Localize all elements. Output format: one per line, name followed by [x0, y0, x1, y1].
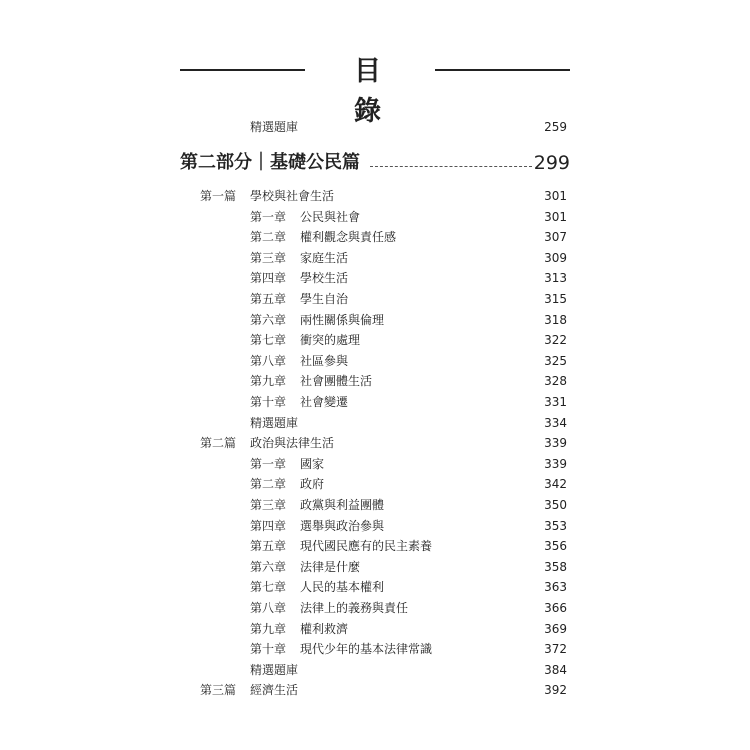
entry-page: 353 — [544, 518, 567, 533]
entry-page: 339 — [544, 436, 567, 451]
entry-label: 兩性關係與倫理 — [300, 312, 385, 327]
entry-page: 334 — [544, 415, 567, 430]
header-rule-left — [180, 69, 305, 71]
chapter-number: 第九章 — [250, 374, 287, 389]
chapter-number: 第八章 — [250, 353, 287, 368]
toc-entry — [0, 495, 750, 515]
entry-page: 392 — [544, 683, 567, 698]
toc-entry — [0, 557, 750, 577]
entry-label: 政治與法律生活 — [250, 436, 335, 451]
entry-page: 366 — [544, 601, 567, 615]
toc-entry-top — [0, 117, 750, 137]
entry-page: 369 — [544, 621, 567, 636]
part-number: 第三篇 — [200, 683, 237, 698]
chapter-number: 第十章 — [250, 395, 287, 409]
chapter-number: 第十章 — [250, 642, 287, 657]
entry-page: 315 — [544, 292, 567, 306]
toc-entry — [0, 598, 750, 618]
part-number: 第二篇 — [200, 436, 237, 451]
header-rule-right — [435, 69, 570, 71]
toc-entry — [0, 413, 750, 433]
chapter-number: 第一章 — [250, 456, 287, 471]
chapter-number: 第七章 — [250, 333, 287, 348]
entry-label: 現代少年的基本法律常識 — [300, 642, 433, 657]
toc-entry — [0, 289, 750, 309]
entry-label: 社會變遷 — [300, 395, 349, 409]
dot-leader — [370, 166, 532, 167]
chapter-number: 第三章 — [250, 250, 287, 265]
entry-label: 學校與社會生活 — [250, 189, 335, 203]
toc-entry — [0, 577, 750, 597]
entry-page: 322 — [544, 333, 567, 348]
entry-page: 356 — [544, 539, 567, 554]
entry-page: 325 — [544, 353, 567, 368]
entry-label: 現代國民應有的民主素養 — [300, 539, 433, 554]
entry-page: 342 — [544, 477, 567, 492]
entry-page: 350 — [544, 498, 567, 512]
entry-label: 政黨與利益團體 — [300, 498, 385, 512]
chapter-number: 第六章 — [250, 559, 287, 574]
toc-entry — [0, 268, 750, 288]
entry-label: 精選題庫 — [250, 662, 299, 677]
chapter-number: 第五章 — [250, 539, 287, 554]
toc-entry — [0, 392, 750, 412]
entry-label: 精選題庫 — [250, 120, 299, 134]
entry-page: 301 — [544, 209, 567, 224]
entry-label: 法律是什麼 — [300, 559, 361, 574]
chapter-number: 第二章 — [250, 230, 287, 245]
entry-page: 384 — [544, 662, 567, 677]
chapter-number: 第五章 — [250, 292, 287, 306]
section-title: 第二部分｜基礎公民篇 — [180, 152, 360, 173]
toc-entry — [0, 536, 750, 556]
toc-entry — [0, 207, 750, 227]
toc-entry — [0, 310, 750, 330]
toc-entry — [0, 474, 750, 494]
toc-entry — [0, 660, 750, 680]
entry-label: 公民與社會 — [300, 209, 361, 224]
entry-label: 政府 — [300, 477, 325, 492]
entry-page: 301 — [544, 189, 567, 203]
toc-entry — [0, 330, 750, 350]
entry-label: 選舉與政治參與 — [300, 518, 385, 533]
entry-label: 經濟生活 — [250, 683, 299, 698]
chapter-number: 第八章 — [250, 601, 287, 615]
section-page: 299 — [533, 152, 570, 174]
entry-label: 權利觀念與責任感 — [300, 230, 397, 245]
chapter-number: 第二章 — [250, 477, 287, 492]
entry-page: 331 — [544, 395, 567, 409]
toc-entry — [0, 639, 750, 659]
toc-entry — [0, 433, 750, 453]
entry-label: 法律上的義務與責任 — [300, 601, 409, 615]
entry-page: 309 — [544, 250, 567, 265]
chapter-number: 第四章 — [250, 271, 287, 286]
entry-label: 家庭生活 — [300, 250, 349, 265]
entry-label: 精選題庫 — [250, 415, 299, 430]
entry-page: 363 — [544, 580, 567, 595]
entry-page: 318 — [544, 312, 567, 327]
entry-page: 339 — [544, 456, 567, 471]
toc-entry — [0, 516, 750, 536]
entry-label: 社區參與 — [300, 353, 349, 368]
toc-entry — [0, 248, 750, 268]
entry-label: 人民的基本權利 — [300, 580, 385, 595]
toc-entry — [0, 371, 750, 391]
chapter-number: 第九章 — [250, 621, 287, 636]
entry-page: 328 — [544, 374, 567, 389]
chapter-number: 第一章 — [250, 209, 287, 224]
toc-entry — [0, 680, 750, 700]
entry-label: 學生自治 — [300, 292, 349, 306]
chapter-number: 第三章 — [250, 498, 287, 512]
entry-label: 社會團體生活 — [300, 374, 373, 389]
toc-entry — [0, 351, 750, 371]
entry-page: 307 — [544, 230, 567, 245]
entry-page: 372 — [544, 642, 567, 657]
chapter-number: 第七章 — [250, 580, 287, 595]
toc-entry — [0, 186, 750, 206]
entry-label: 國家 — [300, 456, 325, 471]
toc-entry — [0, 227, 750, 247]
entry-page: 358 — [544, 559, 567, 574]
toc-entry — [0, 454, 750, 474]
entry-page: 259 — [544, 120, 567, 134]
chapter-number: 第六章 — [250, 312, 287, 327]
page-title: 目 錄 — [354, 56, 399, 127]
entry-label: 衝突的處理 — [300, 333, 361, 348]
toc-entry — [0, 619, 750, 639]
chapter-number: 第四章 — [250, 518, 287, 533]
entry-page: 313 — [544, 271, 567, 286]
entry-label: 權利救濟 — [300, 621, 349, 636]
section-heading — [180, 150, 570, 176]
part-number: 第一篇 — [200, 189, 237, 203]
entry-label: 學校生活 — [300, 271, 349, 286]
